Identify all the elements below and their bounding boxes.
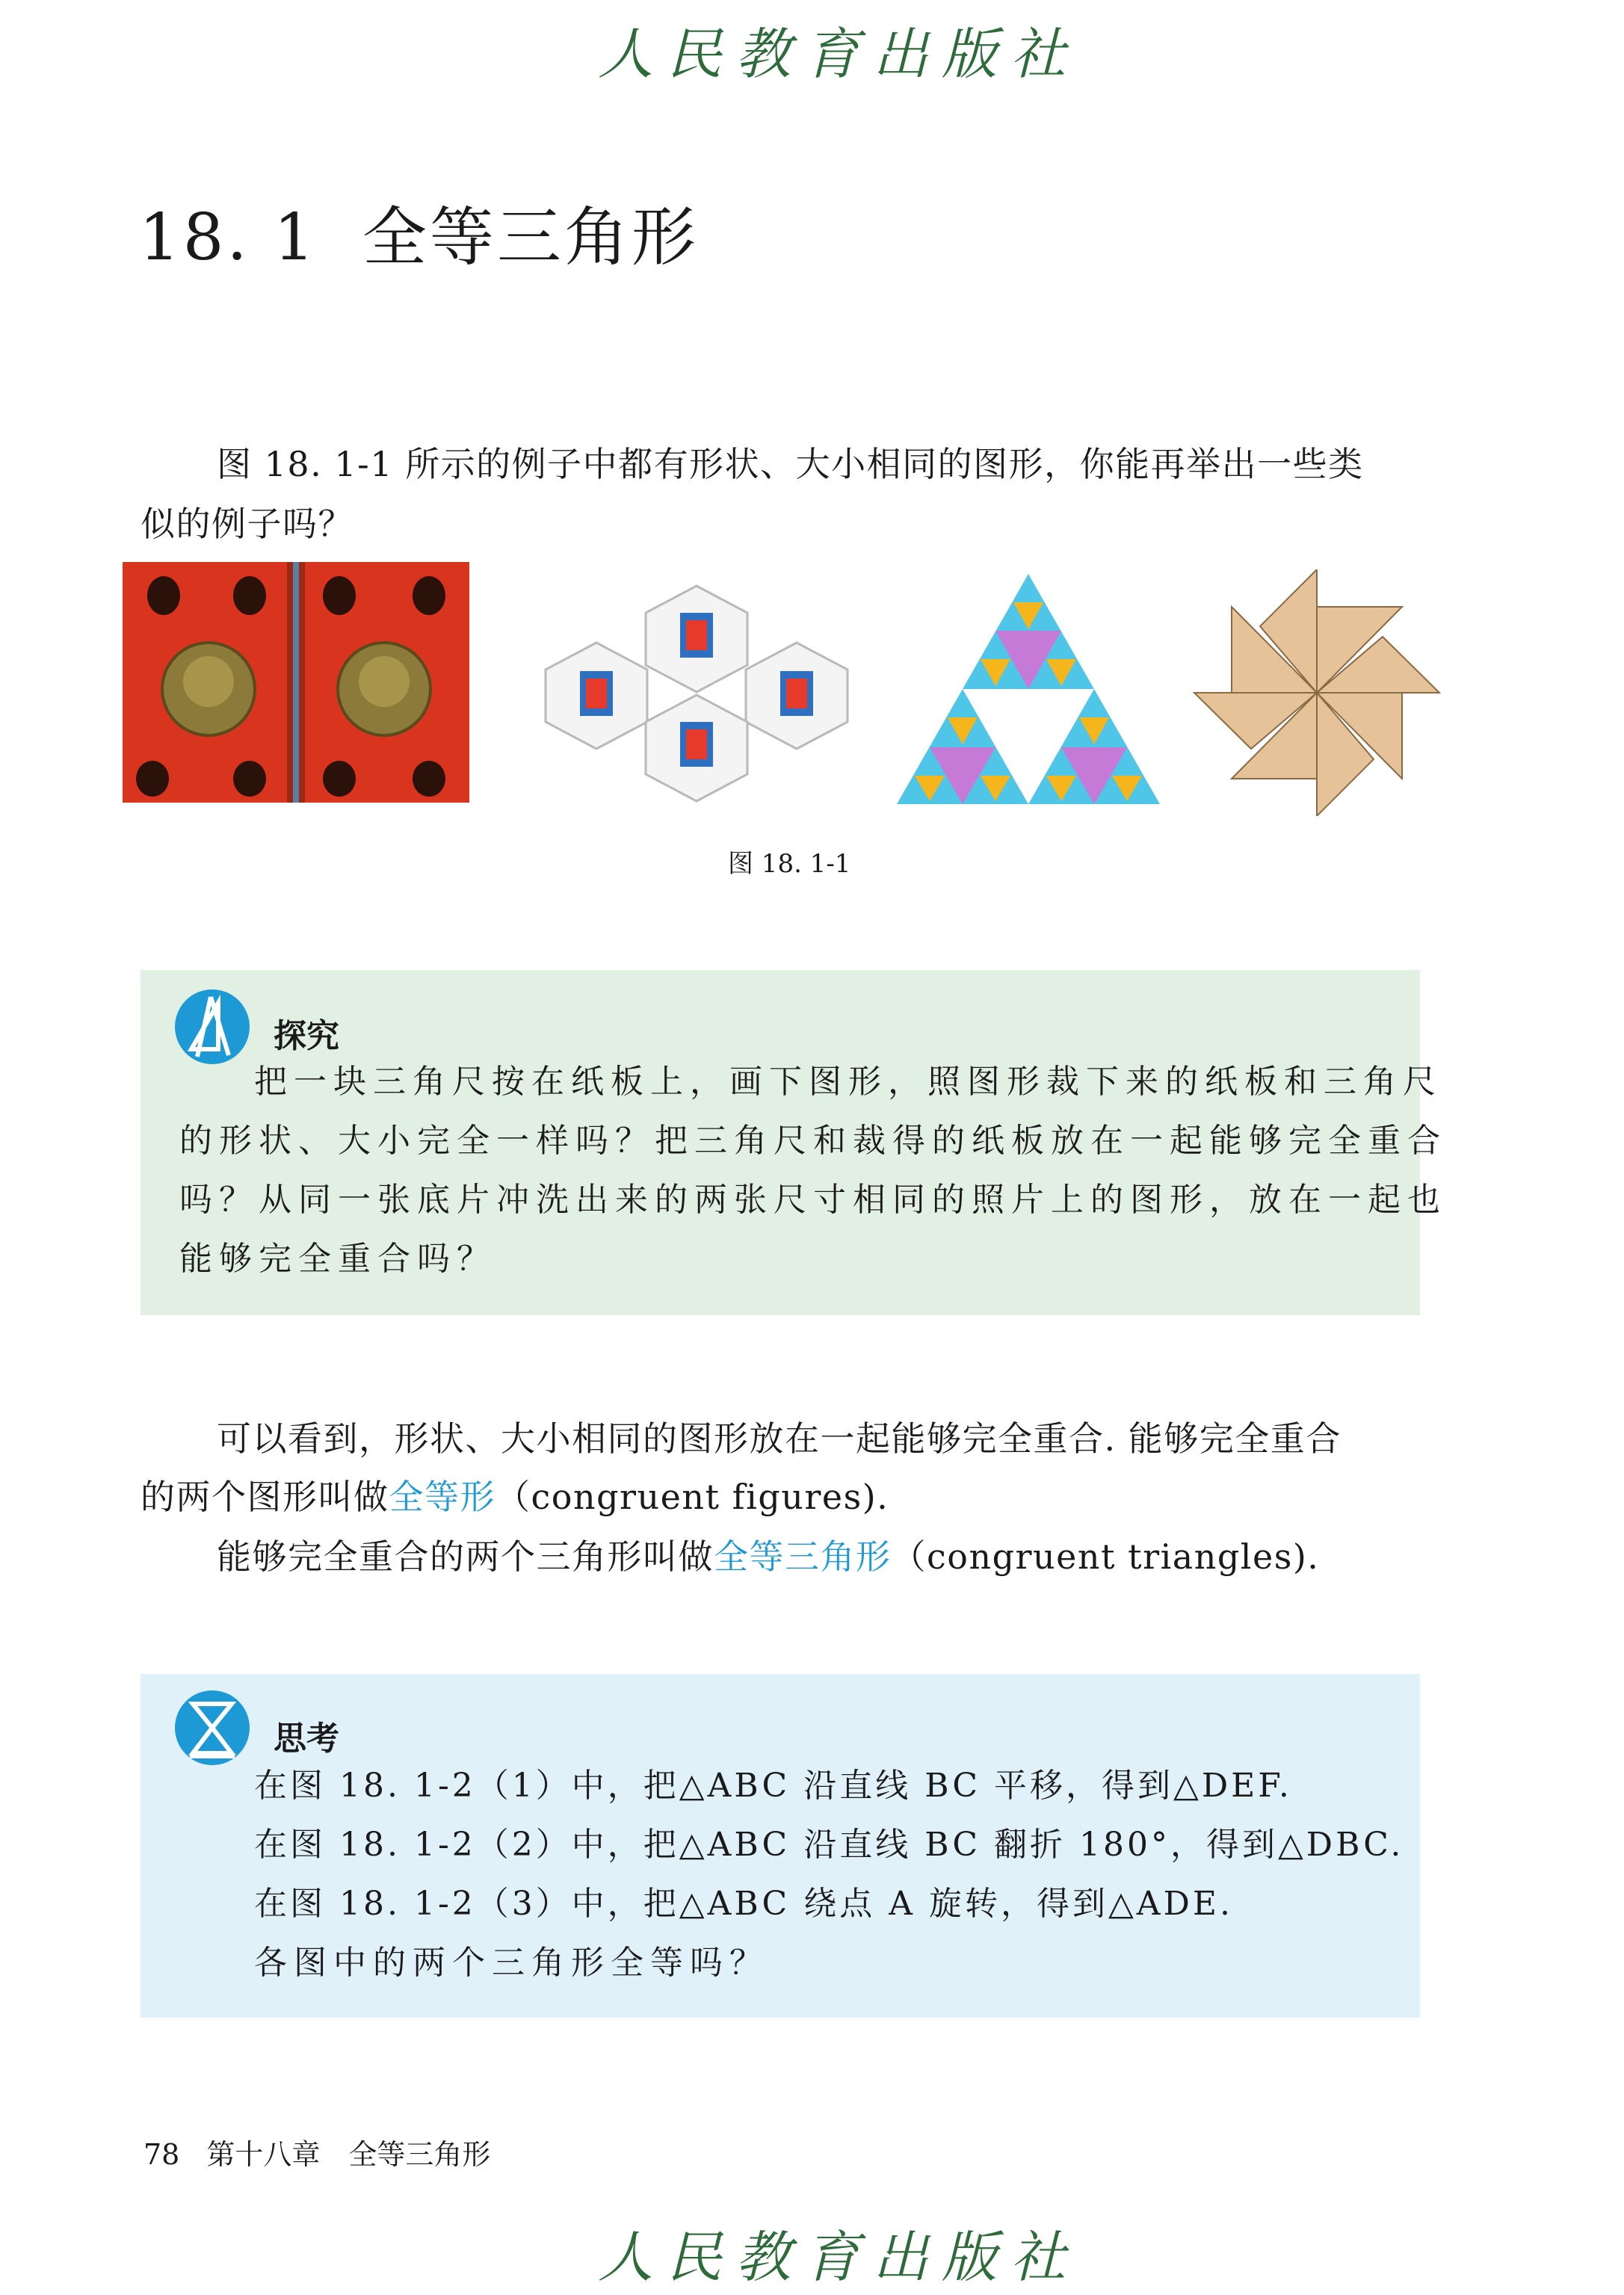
think-heading: 思考	[274, 1720, 339, 1758]
body-line-2-pre: 的两个图形叫做	[141, 1477, 389, 1517]
think-line-2: 在图 18. 1-2（2）中，把△ABC 沿直线 BC 翻折 180°，得到△DBC.	[254, 1826, 1404, 1864]
intro-line-1: 图 18. 1-1 所示的例子中都有形状、大小相同的图形，你能再举出一些类	[217, 444, 1364, 484]
page-footer	[143, 2131, 490, 2172]
figure-caption: 图 18. 1-1	[728, 849, 851, 879]
section-heading	[139, 185, 699, 278]
term-congruent-triangles: 全等三角形	[714, 1536, 892, 1577]
think-box	[141, 1674, 1420, 2018]
body-line-2	[141, 1468, 889, 1526]
body-line-2-post: （congruent figures).	[495, 1477, 889, 1517]
body-line-3-pre: 能够完全重合的两个三角形叫做	[217, 1536, 714, 1577]
explore-line-3: 吗？从同一张底片冲洗出来的两张尺寸相同的照片上的图形，放在一起也	[179, 1181, 1447, 1219]
sierpinski-triangle	[894, 571, 1163, 807]
body-line-1: 可以看到，形状、大小相同的图形放在一起能够完全重合. 能够完全重合	[217, 1418, 1342, 1459]
explore-line-4: 能够完全重合吗？	[179, 1240, 496, 1278]
body-line-3-post: （congruent triangles).	[891, 1536, 1320, 1577]
section-title: 全等三角形	[362, 200, 699, 275]
chapter-title: 第十八章 全等三角形	[206, 2138, 491, 2171]
compass-triangle-icon	[175, 989, 250, 1064]
hourglass-icon	[175, 1690, 250, 1765]
term-congruent-figures: 全等形	[389, 1477, 495, 1517]
hexagon-stamps	[538, 583, 855, 807]
body-line-3	[217, 1528, 1319, 1586]
explore-box	[141, 970, 1447, 1315]
pinwheel	[1193, 569, 1441, 816]
think-line-3: 在图 18. 1-2（3）中，把△ABC 绕点 A 旋转，得到△ADE.	[254, 1885, 1233, 1923]
explore-line-2: 的形状、大小完全一样吗？把三角尺和裁得的纸板放在一起能够完全重合	[179, 1122, 1447, 1160]
explore-heading: 探究	[274, 1017, 339, 1055]
think-line-1: 在图 18. 1-2（1）中，把△ABC 沿直线 BC 平移，得到△DEF.	[254, 1767, 1292, 1805]
think-line-4: 各图中的两个三角形全等吗？	[254, 1944, 769, 1982]
publisher-watermark-top: 人民教育出版社	[598, 22, 1079, 87]
publisher-watermark-bottom: 人民教育出版社	[598, 2225, 1079, 2290]
explore-line-1: 把一块三角尺按在纸板上，画下图形，照图形裁下来的纸板和三角尺	[254, 1063, 1442, 1101]
section-number: 18. 1	[139, 200, 318, 275]
door-knockers-photo	[123, 562, 469, 803]
intro-line-2: 似的例子吗？	[141, 504, 353, 544]
page-number: 78	[143, 2138, 180, 2171]
